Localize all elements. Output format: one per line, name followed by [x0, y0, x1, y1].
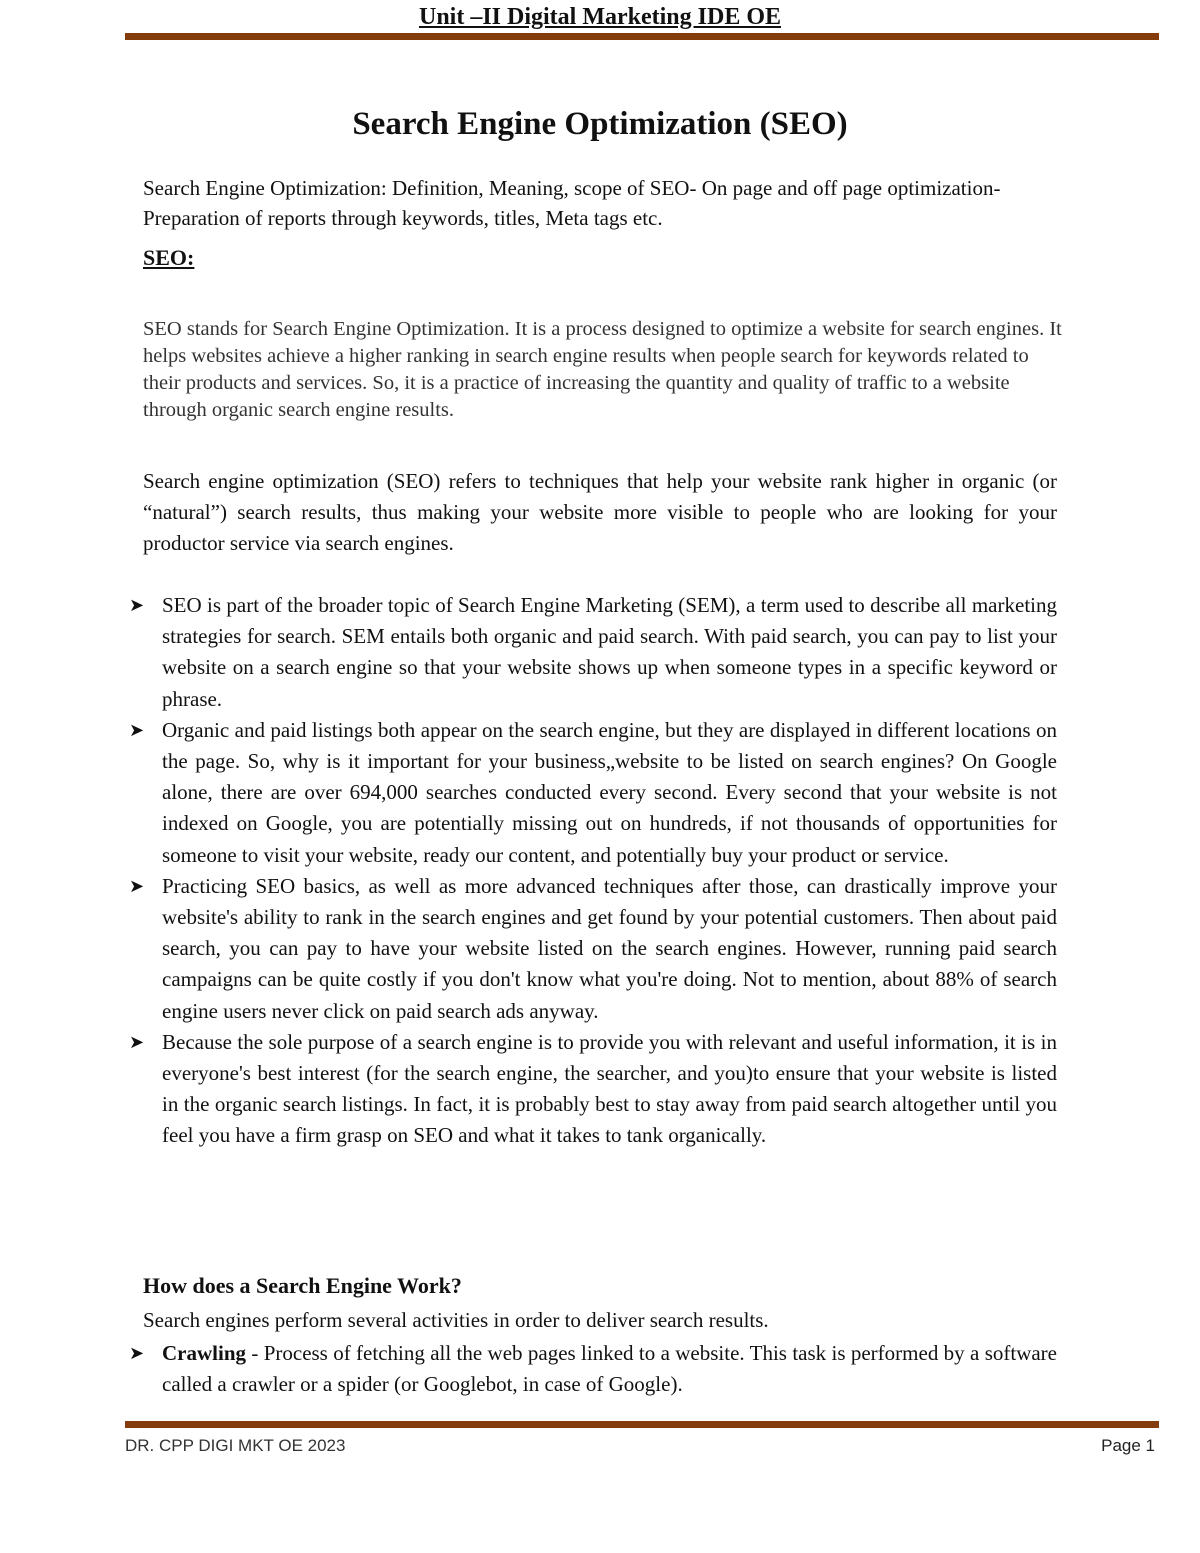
search-activities-list [125, 1338, 1057, 1400]
arrow-bullet-icon: ➤ [129, 1343, 145, 1364]
page-title: Search Engine Optimization (SEO) [352, 106, 848, 142]
how-search-works-heading: How does a Search Engine Work? [143, 1273, 462, 1298]
footer-course-label: DR. CPP DIGI MKT OE 2023 [125, 1436, 346, 1455]
list-item [125, 590, 1057, 715]
list-item-text: SEO is part of the broader topic of Search Engine Marketing (SEM), a term used to describe all marketing strategies for search. SEM entails both organic and paid search. With paid search, you can pay to list your website on a search engine so that your website shows up when someone types in a specific keyword or phrase. [162, 593, 1057, 711]
seo-definition-paragraph: SEO stands for Search Engine Optimization. It is a process designed to optimize a website for search engines. It helps websites achieve a higher ranking in search engine results when people search for keywords related to their products and services. So, it is a practice of increasing the quantity and quality of traffic to a website through organic search engine results. [143, 318, 1062, 421]
page-header: Unit –II Digital Marketing IDE OE [418, 4, 781, 30]
list-item [125, 871, 1057, 1027]
footer-rule [125, 1421, 1159, 1428]
header-rule [125, 33, 1159, 40]
page-number: Page 1 [1101, 1436, 1155, 1455]
arrow-bullet-icon: ➤ [129, 719, 145, 741]
seo-heading: SEO: [143, 245, 195, 270]
seo-bullet-list [125, 590, 1057, 1152]
list-item [125, 715, 1057, 871]
crawling-term: Crawling [162, 1341, 246, 1365]
list-item [125, 1338, 1057, 1400]
seo-techniques-paragraph: Search engine optimization (SEO) refers to techniques that help your website rank higher in organic (or “natural”) search results, thus making your website more visible to people who are looking for your productor service via search engines. [143, 469, 1057, 555]
arrow-bullet-icon: ➤ [129, 595, 145, 616]
arrow-bullet-icon: ➤ [129, 875, 145, 897]
crawling-description: - Process of fetching all the web pages linked to a website. This task is performed by a software called a crawler or a spider (or Googlebot, in case of Google). [162, 1341, 1057, 1397]
list-item [125, 1027, 1057, 1152]
list-item-text: Because the sole purpose of a search engine is to provide you with relevant and useful information, it is in everyone's best interest (for the search engine, the searcher, and you)to ensure that your website is listed in the organic search listings. In fact, it is probably best to stay away from paid search altogether until you feel you have a firm grasp on SEO and what it takes to tank organically. [162, 1029, 1057, 1148]
list-item-text: Organic and paid listings both appear on the search engine, but they are displayed in different locations on the page. So, why is it important for your business„website to be listed on search engines? On Google alone, there are over 694,000 searches conducted every second. Every second that your website is not indexed on Google, you are potentially missing out on hundreds, if not thousands of opportunities for someone to visit your website, ready our content, and potentially buy your product or service. [162, 717, 1057, 867]
list-item-text: Practicing SEO basics, as well as more advanced techniques after those, can drastically improve your website's ability to rank in the search engines and get found by your potential customers. Then about paid search, you can pay to have your website listed on the search engines. However, running paid search campaigns can be quite costly if you don't know what you're doing. Not to mention, about 88% of search engine users never click on paid search ads anyway. [162, 873, 1057, 1023]
how-search-works-intro: Search engines perform several activities in order to deliver search results. [143, 1308, 769, 1332]
arrow-bullet-icon: ➤ [129, 1031, 145, 1053]
intro-text: Search Engine Optimization: Definition, Meaning, scope of SEO- On page and off page optimization- Preparation of reports through keywords, titles, Meta tags etc. [143, 176, 1001, 230]
